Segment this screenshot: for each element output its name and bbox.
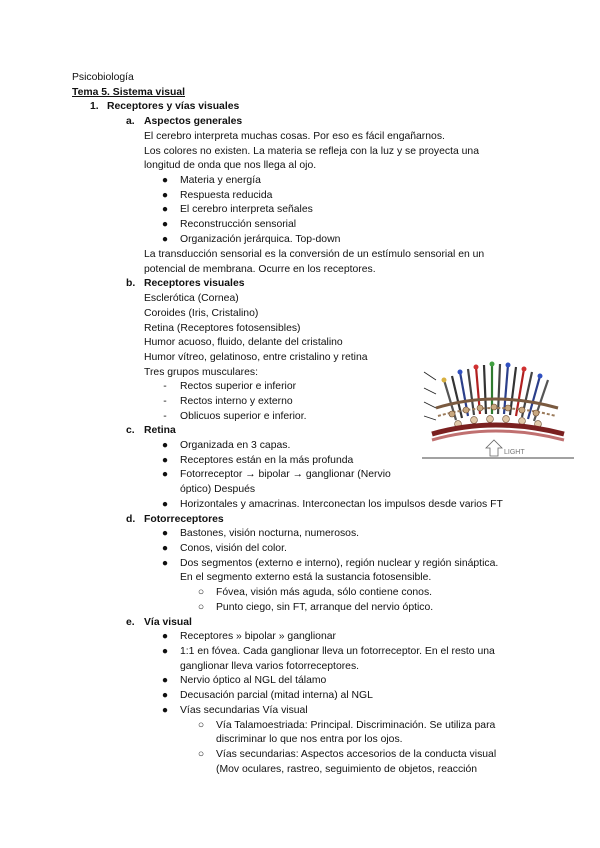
circle-bullet-icon: ○ [197, 587, 205, 598]
dash-icon: - [163, 396, 167, 407]
list-item: Materia y energía [180, 175, 261, 186]
subsection-d-title: Fotorreceptores [144, 514, 224, 525]
paragraph: La transducción sensorial es la conversión de un estímulo sensorial en un [144, 249, 485, 260]
dash-icon: - [163, 411, 167, 422]
list-item: Rectos interno y externo [180, 396, 293, 407]
bullet-icon: ● [161, 558, 169, 569]
list-item: Receptores están en la más profunda [180, 455, 354, 466]
subsection-c-title: Retina [144, 425, 176, 436]
list-item: Horizontales y amacrinas. Interconectan los impulsos desde varios FT [180, 499, 503, 510]
circle-bullet-icon: ○ [197, 749, 205, 760]
list-item-continuation: En el segmento externo está la sustancia fotosensible. [180, 572, 432, 583]
bullet-icon: ● [161, 204, 169, 215]
topic-title: Tema 5. Sistema visual [72, 87, 186, 98]
list-item: Nervio óptico al NGL del tálamo [180, 675, 327, 686]
section-title: Receptores y vías visuales [107, 101, 240, 112]
bullet-icon: ● [161, 234, 169, 245]
paragraph: potencial de membrana. Ocurre en los receptores. [144, 264, 376, 275]
dash-icon: - [163, 381, 167, 392]
list-item: Dos segmentos (externo e interno), región nuclear y región sináptica. [180, 558, 499, 569]
list-item-continuation: óptico) Después [180, 484, 256, 495]
list-item-continuation: discriminar lo que nos entra por los ojos. [216, 734, 403, 745]
list-item: Decusación parcial (mitad interna) al NGL [180, 690, 373, 701]
bullet-icon: ● [161, 175, 169, 186]
list-item: 1:1 en fóvea. Cada ganglionar lleva un fotorreceptor. En el resto una [180, 646, 495, 657]
subsection-b-letter: b. [126, 278, 136, 289]
list-item: Conos, visión del color. [180, 543, 287, 554]
list-item: Bastones, visión nocturna, numerosos. [180, 528, 360, 539]
list-item-continuation: ganglionar lleva varios fotorreceptores. [180, 661, 360, 672]
retina-diagram [422, 350, 574, 460]
list-item: Organización jerárquica. Top-down [180, 234, 341, 245]
text-line: Esclerótica (Cornea) [144, 293, 239, 304]
bullet-icon: ● [161, 631, 169, 642]
paragraph: longitud de onda que nos llega al ojo. [144, 160, 317, 171]
list-item: Vías secundarias: Aspectos accesorios de la conducta visual [216, 749, 497, 760]
text-line: Coroides (Iris, Cristalino) [144, 308, 259, 319]
circle-bullet-icon: ○ [197, 602, 205, 613]
bullet-icon: ● [161, 675, 169, 686]
bullet-icon: ● [161, 499, 169, 510]
list-item: Fotorreceptor → bipolar → ganglionar (Nervio [180, 469, 391, 480]
text-line: Tres grupos musculares: [144, 367, 258, 378]
paragraph: Los colores no existen. La materia se refleja con la luz y se proyecta una [144, 146, 479, 157]
text-line: Retina (Receptores fotosensibles) [144, 323, 301, 334]
list-item: Vía Talamoestriada: Principal. Discriminación. Se utiliza para [216, 720, 496, 731]
list-item: Receptores » bipolar » ganglionar [180, 631, 336, 642]
bullet-icon: ● [161, 190, 169, 201]
list-item-continuation: (Mov oculares, rastreo, seguimiento de objetos, reacción [216, 764, 478, 775]
list-item: El cerebro interpreta señales [180, 204, 313, 215]
subsection-b-title: Receptores visuales [144, 278, 245, 289]
list-item: Reconstrucción sensorial [180, 219, 297, 230]
bullet-icon: ● [161, 705, 169, 716]
retina-diagram-illustration [422, 350, 574, 460]
subsection-c-letter: c. [126, 425, 135, 436]
text-line: Humor vítreo, gelatinoso, entre cristalino y retina [144, 352, 368, 363]
list-item: Fóvea, visión más aguda, sólo contiene conos. [216, 587, 433, 598]
bullet-icon: ● [161, 543, 169, 554]
list-item: Punto ciego, sin FT, arranque del nervio óptico. [216, 602, 434, 613]
bullet-icon: ● [161, 440, 169, 451]
light-label: LIGHT [504, 449, 525, 456]
bullet-icon: ● [161, 469, 169, 480]
bullet-icon: ● [161, 528, 169, 539]
bullet-icon: ● [161, 455, 169, 466]
list-item: Oblicuos superior e inferior. [180, 411, 307, 422]
bullet-icon: ● [161, 646, 169, 657]
bullet-icon: ● [161, 690, 169, 701]
paragraph: El cerebro interpreta muchas cosas. Por eso es fácil engañarnos. [144, 131, 445, 142]
section-number: 1. [90, 101, 99, 112]
text-line: Humor acuoso, fluido, delante del cristalino [144, 337, 343, 348]
bullet-icon: ● [161, 219, 169, 230]
subsection-e-title: Vía visual [144, 617, 192, 628]
list-item: Rectos superior e inferior [180, 381, 297, 392]
subsection-d-letter: d. [126, 514, 136, 525]
list-item: Organizada en 3 capas. [180, 440, 291, 451]
subsection-a-title: Aspectos generales [144, 116, 243, 127]
course-title: Psicobiología [72, 72, 134, 83]
up-arrow-icon [486, 440, 502, 456]
list-item: Vías secundarias Vía visual [180, 705, 308, 716]
circle-bullet-icon: ○ [197, 720, 205, 731]
list-item: Respuesta reducida [180, 190, 273, 201]
subsection-a-letter: a. [126, 116, 135, 127]
subsection-e-letter: e. [126, 617, 135, 628]
